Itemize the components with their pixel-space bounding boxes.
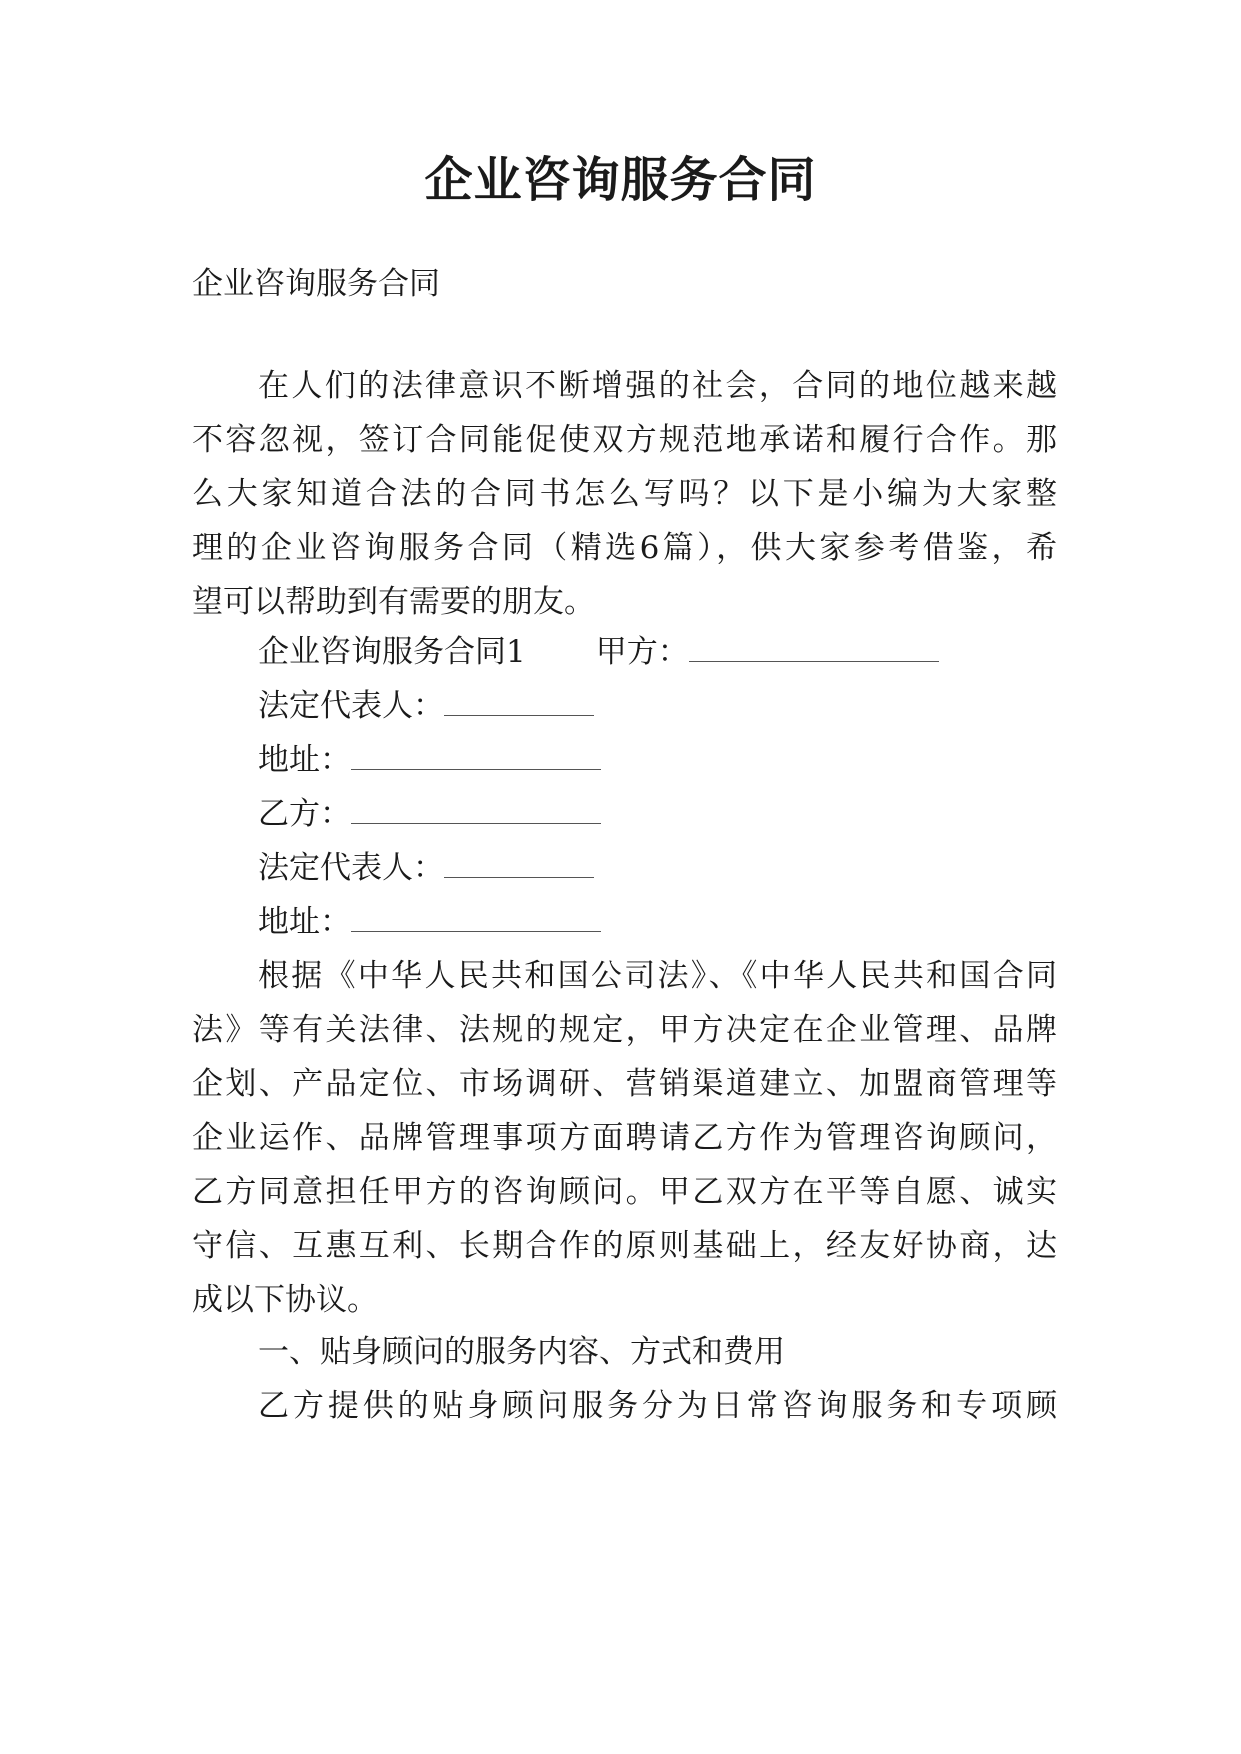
- basis-line-4: 企业运作、品牌管理事项方面聘请乙方作为管理咨询顾问，: [192, 1120, 1057, 1156]
- intro-line-1: 在人们的法律意识不断增强的社会，合同的地位越来越: [258, 368, 1057, 404]
- rep-b-row: [258, 848, 1057, 888]
- party-a-label: 甲方：: [595, 634, 689, 670]
- addr-b-blank: [351, 905, 601, 932]
- party-b-label: 乙方：: [258, 796, 351, 832]
- document-title: 企业咨询服务合同: [424, 152, 817, 208]
- intro-line-4: 理的企业咨询服务合同（精选6篇），供大家参考借鉴，希: [192, 530, 1057, 566]
- contract-heading: 企业咨询服务合同1: [258, 634, 526, 670]
- basis-line-5: 乙方同意担任甲方的咨询顾问。甲乙双方在平等自愿、诚实: [192, 1174, 1057, 1210]
- addr-a-row: [258, 740, 1057, 780]
- rep-a-row: [258, 686, 1057, 726]
- document-subtitle: 企业咨询服务合同: [192, 266, 440, 302]
- rep-a-label: 法定代表人：: [258, 688, 444, 724]
- party-a-blank: [689, 635, 939, 662]
- party-b-row: [258, 794, 1057, 834]
- basis-line-2: 法》等有关法律、法规的规定，甲方决定在企业管理、品牌: [192, 1012, 1057, 1048]
- addr-b-label: 地址：: [258, 904, 351, 940]
- basis-line-7: 成以下协议。: [192, 1282, 378, 1318]
- rep-b-label: 法定代表人：: [258, 850, 444, 886]
- section-1-line: 乙方提供的贴身顾问服务分为日常咨询服务和专项顾: [258, 1388, 1057, 1424]
- party-b-blank: [351, 797, 601, 824]
- party-a-row: [258, 632, 1057, 672]
- basis-line-6: 守信、互惠互利、长期合作的原则基础上，经友好协商，达: [192, 1228, 1057, 1264]
- basis-line-3: 企划、产品定位、市场调研、营销渠道建立、加盟商管理等: [192, 1066, 1057, 1102]
- addr-b-row: [258, 902, 1057, 942]
- intro-line-3: 么大家知道合法的合同书怎么写吗？以下是小编为大家整: [192, 476, 1057, 512]
- intro-line-5: 望可以帮助到有需要的朋友。: [192, 584, 595, 620]
- rep-a-blank: [444, 689, 594, 716]
- basis-line-1: 根据《中华人民共和国公司法》、《中华人民共和国合同: [258, 958, 1057, 994]
- intro-line-2: 不容忽视，签订合同能促使双方规范地承诺和履行合作。那: [192, 422, 1057, 458]
- addr-a-blank: [351, 743, 601, 770]
- section-1-heading: 一、贴身顾问的服务内容、方式和费用: [258, 1334, 785, 1370]
- rep-b-blank: [444, 851, 594, 878]
- addr-a-label: 地址：: [258, 742, 351, 778]
